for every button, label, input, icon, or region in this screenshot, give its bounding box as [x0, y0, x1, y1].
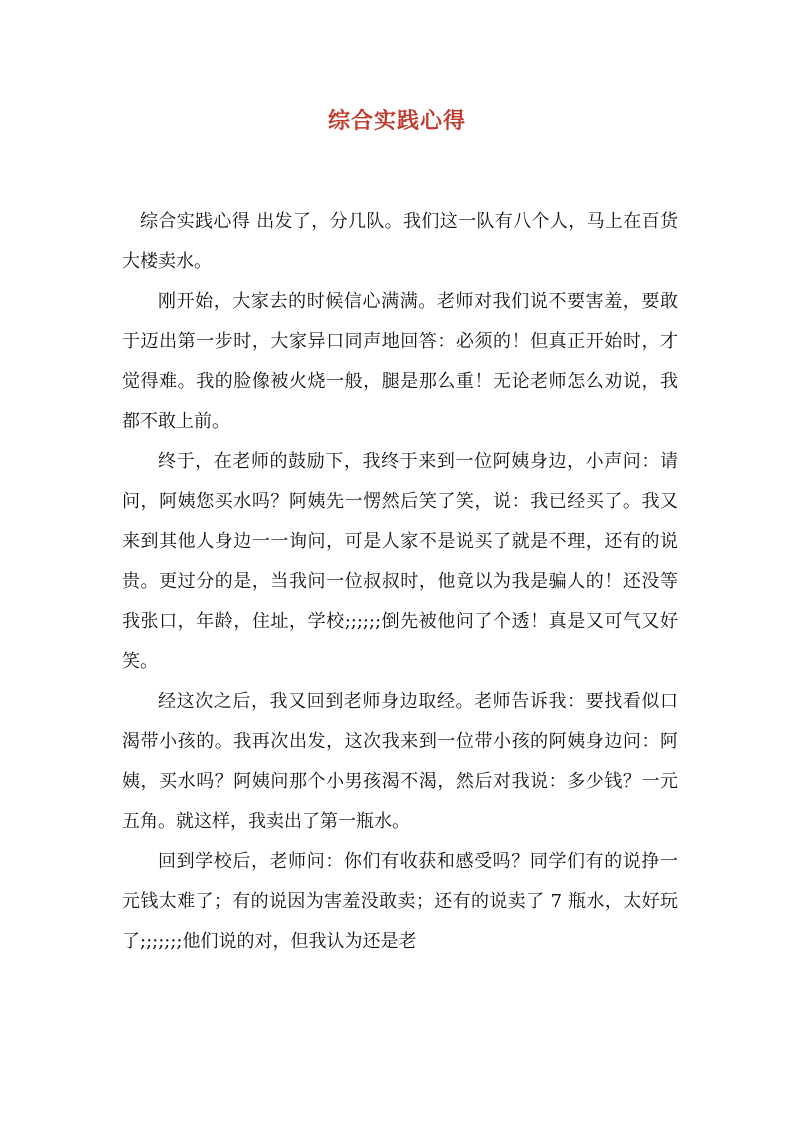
paragraph: 综合实践心得 出发了，分几队。我们这一队有八个人，马上在百货大楼卖水。 — [122, 211, 678, 272]
document-title: 综合实践心得 — [327, 108, 466, 134]
paragraph: 回到学校后，老师问：你们有收获和感受吗？同学们有的说挣一元钱太难了；有的说因为害羞没敢卖；还有的说卖了 7 瓶水，太好玩了;;;;;;;他们说的对，但我认为还是老 — [122, 851, 678, 952]
paragraph: 刚开始，大家去的时候信心满满。老师对我们说不要害羞，要敢于迈出第一步时，大家异口同声地回答：必须的！但真正开始时，才觉得难。我的脸像被火烧一般，腿是那么重！无论老师怎么劝说，我都不敢上前。 — [122, 291, 678, 432]
document-body — [122, 202, 678, 962]
paragraph: 终于，在老师的鼓励下，我终于来到一位阿姨身边，小声问：请问，阿姨您买水吗？阿姨先一愣然后笑了笑，说：我已经买了。我又来到其他人身边一一询问，可是人家不是说买了就是不理，还有的说贵。更过分的是，当我问一位叔叔时，他竟以为我是骗人的！还没等我张口，年龄，住址，学校;;;;;;倒先被他问了个透！真是又可气又好笑。 — [122, 451, 678, 672]
paragraph: 经这次之后，我又回到老师身边取经。老师告诉我：要找看似口渴带小孩的。我再次出发，这次我来到一位带小孩的阿姨身边问：阿姨，买水吗？阿姨问那个小男孩渴不渴，然后对我说：多少钱？一元五角。就这样，我卖出了第一瓶水。 — [122, 691, 678, 832]
